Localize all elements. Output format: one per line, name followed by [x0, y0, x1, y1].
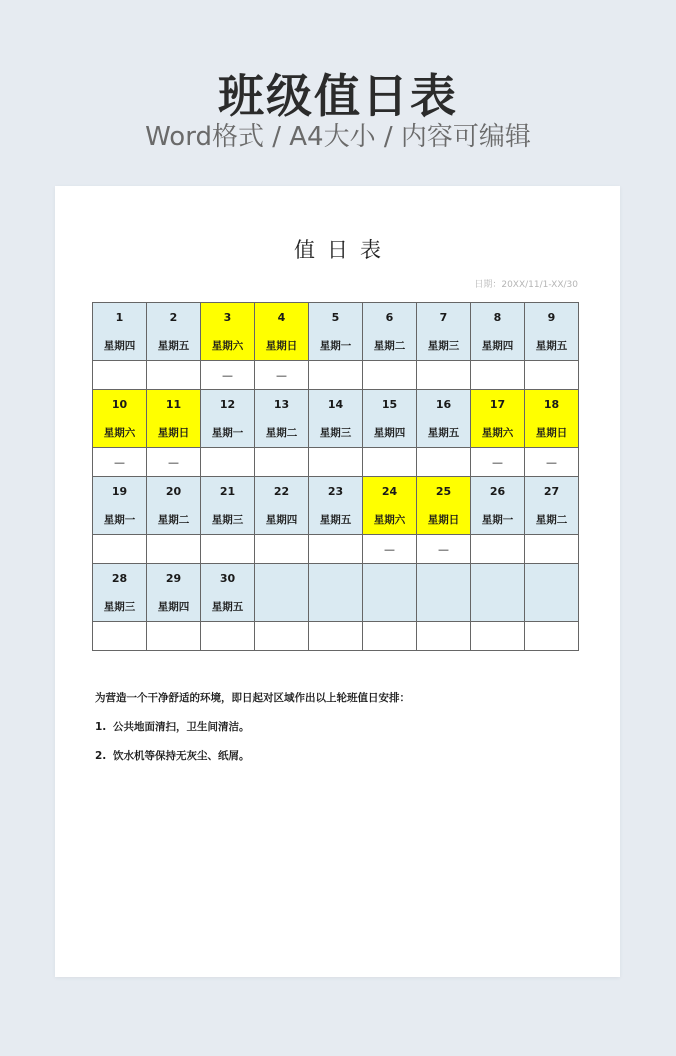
- calendar-duty-cell[interactable]: —: [201, 361, 255, 390]
- calendar-day-cell: [471, 390, 525, 448]
- calendar-day-cell: [93, 477, 147, 535]
- day-number: 20: [165, 484, 182, 498]
- calendar-duty-cell[interactable]: [255, 622, 309, 651]
- day-weekday: 星期六: [481, 426, 514, 439]
- day-weekday: 星期二: [373, 339, 406, 352]
- day-number: 18: [543, 397, 560, 411]
- calendar-day-cell: [471, 477, 525, 535]
- notes-intro: 为营造一个干净舒适的环境，即日起对区域作出以上轮班值日安排：: [95, 692, 410, 704]
- calendar-duty-cell[interactable]: [201, 622, 255, 651]
- day-weekday: 星期三: [427, 339, 460, 352]
- calendar-duty-cell[interactable]: [309, 535, 363, 564]
- calendar-day-cell: [417, 477, 471, 535]
- notes-item-text: 公共地面清扫，卫生间清洁。: [113, 721, 250, 733]
- day-weekday: 星期二: [265, 426, 298, 439]
- calendar-duty-row: [93, 448, 579, 477]
- day-weekday: 星期六: [103, 426, 136, 439]
- day-weekday: 星期四: [103, 339, 136, 352]
- calendar-duty-cell[interactable]: [309, 448, 363, 477]
- day-number: 10: [111, 397, 128, 411]
- calendar-duty-cell[interactable]: [309, 622, 363, 651]
- calendar-day-cell: [525, 477, 579, 535]
- calendar-duty-cell[interactable]: —: [363, 535, 417, 564]
- day-number: 8: [493, 310, 502, 324]
- day-weekday: 星期三: [103, 600, 136, 613]
- calendar-duty-row: [93, 622, 579, 651]
- day-weekday: 星期五: [535, 339, 568, 352]
- day-number: 28: [111, 571, 128, 585]
- calendar-empty-cell: [417, 564, 471, 622]
- day-weekday: 星期三: [319, 426, 352, 439]
- calendar-day-cell: [255, 477, 309, 535]
- day-weekday: 星期日: [265, 339, 298, 352]
- calendar-duty-cell[interactable]: [147, 361, 201, 390]
- day-number: 30: [219, 571, 236, 585]
- calendar-empty-cell: [363, 564, 417, 622]
- day-weekday: 星期四: [373, 426, 406, 439]
- day-number: 23: [327, 484, 344, 498]
- calendar-duty-cell[interactable]: [363, 622, 417, 651]
- day-number: 12: [219, 397, 236, 411]
- day-number: 16: [435, 397, 452, 411]
- calendar-duty-cell[interactable]: [147, 535, 201, 564]
- day-number: 29: [165, 571, 182, 585]
- calendar-duty-cell[interactable]: [255, 448, 309, 477]
- calendar-duty-cell[interactable]: —: [255, 361, 309, 390]
- calendar-day-cell: [525, 390, 579, 448]
- day-number: 19: [111, 484, 128, 498]
- day-weekday: 星期五: [319, 513, 352, 526]
- calendar-duty-cell[interactable]: [363, 448, 417, 477]
- calendar-day-cell: [147, 564, 201, 622]
- calendar-duty-cell[interactable]: —: [525, 448, 579, 477]
- notes-item-number: 2.: [95, 750, 107, 762]
- calendar-duty-cell[interactable]: [147, 622, 201, 651]
- day-weekday: 星期日: [157, 426, 190, 439]
- notes-item: [95, 750, 585, 762]
- calendar-duty-cell[interactable]: [255, 535, 309, 564]
- day-number: 11: [165, 397, 182, 411]
- calendar-duty-cell[interactable]: [201, 448, 255, 477]
- calendar-day-cell: [93, 564, 147, 622]
- day-number: 21: [219, 484, 236, 498]
- day-number: 15: [381, 397, 398, 411]
- day-weekday: 星期六: [373, 513, 406, 526]
- calendar-duty-row: [93, 361, 579, 390]
- notes-item-text: 饮水机等保持无灰尘、纸屑。: [113, 750, 250, 762]
- calendar-duty-cell[interactable]: —: [471, 448, 525, 477]
- calendar-duty-cell[interactable]: —: [147, 448, 201, 477]
- calendar-day-cell: [309, 303, 363, 361]
- calendar-day-cell: [147, 477, 201, 535]
- calendar-duty-cell[interactable]: —: [93, 448, 147, 477]
- day-number: 22: [273, 484, 290, 498]
- day-number: 27: [543, 484, 560, 498]
- calendar-day-cell: [201, 477, 255, 535]
- calendar-day-cell: [363, 303, 417, 361]
- day-weekday: 星期一: [319, 339, 352, 352]
- calendar-empty-cell: [525, 564, 579, 622]
- calendar-day-cell: [147, 303, 201, 361]
- day-number: 5: [331, 310, 340, 324]
- calendar-duty-cell[interactable]: [363, 361, 417, 390]
- calendar-day-cell: [525, 303, 579, 361]
- calendar-duty-cell[interactable]: [471, 535, 525, 564]
- promo-title: 班级值日表: [218, 69, 458, 123]
- calendar-duty-row: [93, 535, 579, 564]
- day-number: 13: [273, 397, 290, 411]
- notes-item: [95, 721, 585, 733]
- day-number: 24: [381, 484, 398, 498]
- calendar-date-row: [93, 303, 579, 361]
- day-weekday: 星期二: [157, 513, 190, 526]
- calendar-duty-cell[interactable]: [417, 361, 471, 390]
- calendar-date-row: [93, 477, 579, 535]
- calendar-day-cell: [255, 390, 309, 448]
- day-weekday: 星期三: [211, 513, 244, 526]
- day-number: 2: [169, 310, 178, 324]
- calendar-duty-cell[interactable]: [309, 361, 363, 390]
- calendar-date-row: [93, 390, 579, 448]
- day-weekday: 星期二: [535, 513, 568, 526]
- calendar-duty-cell[interactable]: [471, 361, 525, 390]
- document-date: 日期：20XX/11/1-XX/30: [474, 280, 578, 290]
- day-number: 6: [385, 310, 394, 324]
- day-number: 7: [439, 310, 448, 324]
- day-weekday: 星期五: [211, 600, 244, 613]
- day-number: 1: [115, 310, 124, 324]
- calendar-duty-cell[interactable]: [201, 535, 255, 564]
- calendar-duty-cell[interactable]: [417, 448, 471, 477]
- calendar-empty-cell: [309, 564, 363, 622]
- calendar-day-cell: [201, 303, 255, 361]
- calendar-duty-cell[interactable]: [417, 622, 471, 651]
- calendar-duty-cell[interactable]: [471, 622, 525, 651]
- calendar-duty-cell[interactable]: [525, 622, 579, 651]
- day-number: 3: [223, 310, 232, 324]
- day-weekday: 星期一: [481, 513, 514, 526]
- calendar-duty-cell[interactable]: [525, 535, 579, 564]
- calendar-duty-cell[interactable]: —: [417, 535, 471, 564]
- day-weekday: 星期四: [481, 339, 514, 352]
- notes-item-number: 1.: [95, 721, 107, 733]
- calendar-date-row: [93, 564, 579, 622]
- day-weekday: 星期五: [157, 339, 190, 352]
- calendar-empty-cell: [255, 564, 309, 622]
- calendar-empty-cell: [471, 564, 525, 622]
- day-number: 17: [489, 397, 506, 411]
- document-title: 值日表: [294, 238, 393, 262]
- calendar-day-cell: [93, 390, 147, 448]
- calendar-duty-cell[interactable]: [525, 361, 579, 390]
- day-number: 26: [489, 484, 506, 498]
- day-number: 14: [327, 397, 344, 411]
- day-weekday: 星期四: [265, 513, 298, 526]
- calendar-duty-cell[interactable]: [93, 535, 147, 564]
- calendar-day-cell: [471, 303, 525, 361]
- calendar-day-cell: [363, 390, 417, 448]
- calendar-duty-cell[interactable]: [93, 622, 147, 651]
- duty-notes: [95, 692, 585, 779]
- duty-calendar-table: [92, 302, 579, 651]
- calendar-day-cell: [309, 477, 363, 535]
- day-weekday: 星期日: [427, 513, 460, 526]
- day-weekday: 星期一: [211, 426, 244, 439]
- calendar-day-cell: [309, 390, 363, 448]
- day-weekday: 星期五: [427, 426, 460, 439]
- calendar-day-cell: [417, 303, 471, 361]
- day-number: 25: [435, 484, 452, 498]
- calendar-day-cell: [417, 390, 471, 448]
- document-page: [55, 186, 620, 977]
- calendar-day-cell: [201, 564, 255, 622]
- calendar-duty-cell[interactable]: [93, 361, 147, 390]
- calendar-day-cell: [255, 303, 309, 361]
- calendar-day-cell: [147, 390, 201, 448]
- day-number: 4: [277, 310, 286, 324]
- day-weekday: 星期一: [103, 513, 136, 526]
- calendar-day-cell: [201, 390, 255, 448]
- calendar-day-cell: [93, 303, 147, 361]
- promo-subtitle: Word格式 / A4大小 / 内容可编辑: [145, 122, 531, 152]
- day-weekday: 星期日: [535, 426, 568, 439]
- day-number: 9: [547, 310, 556, 324]
- day-weekday: 星期六: [211, 339, 244, 352]
- day-weekday: 星期四: [157, 600, 190, 613]
- calendar-day-cell: [363, 477, 417, 535]
